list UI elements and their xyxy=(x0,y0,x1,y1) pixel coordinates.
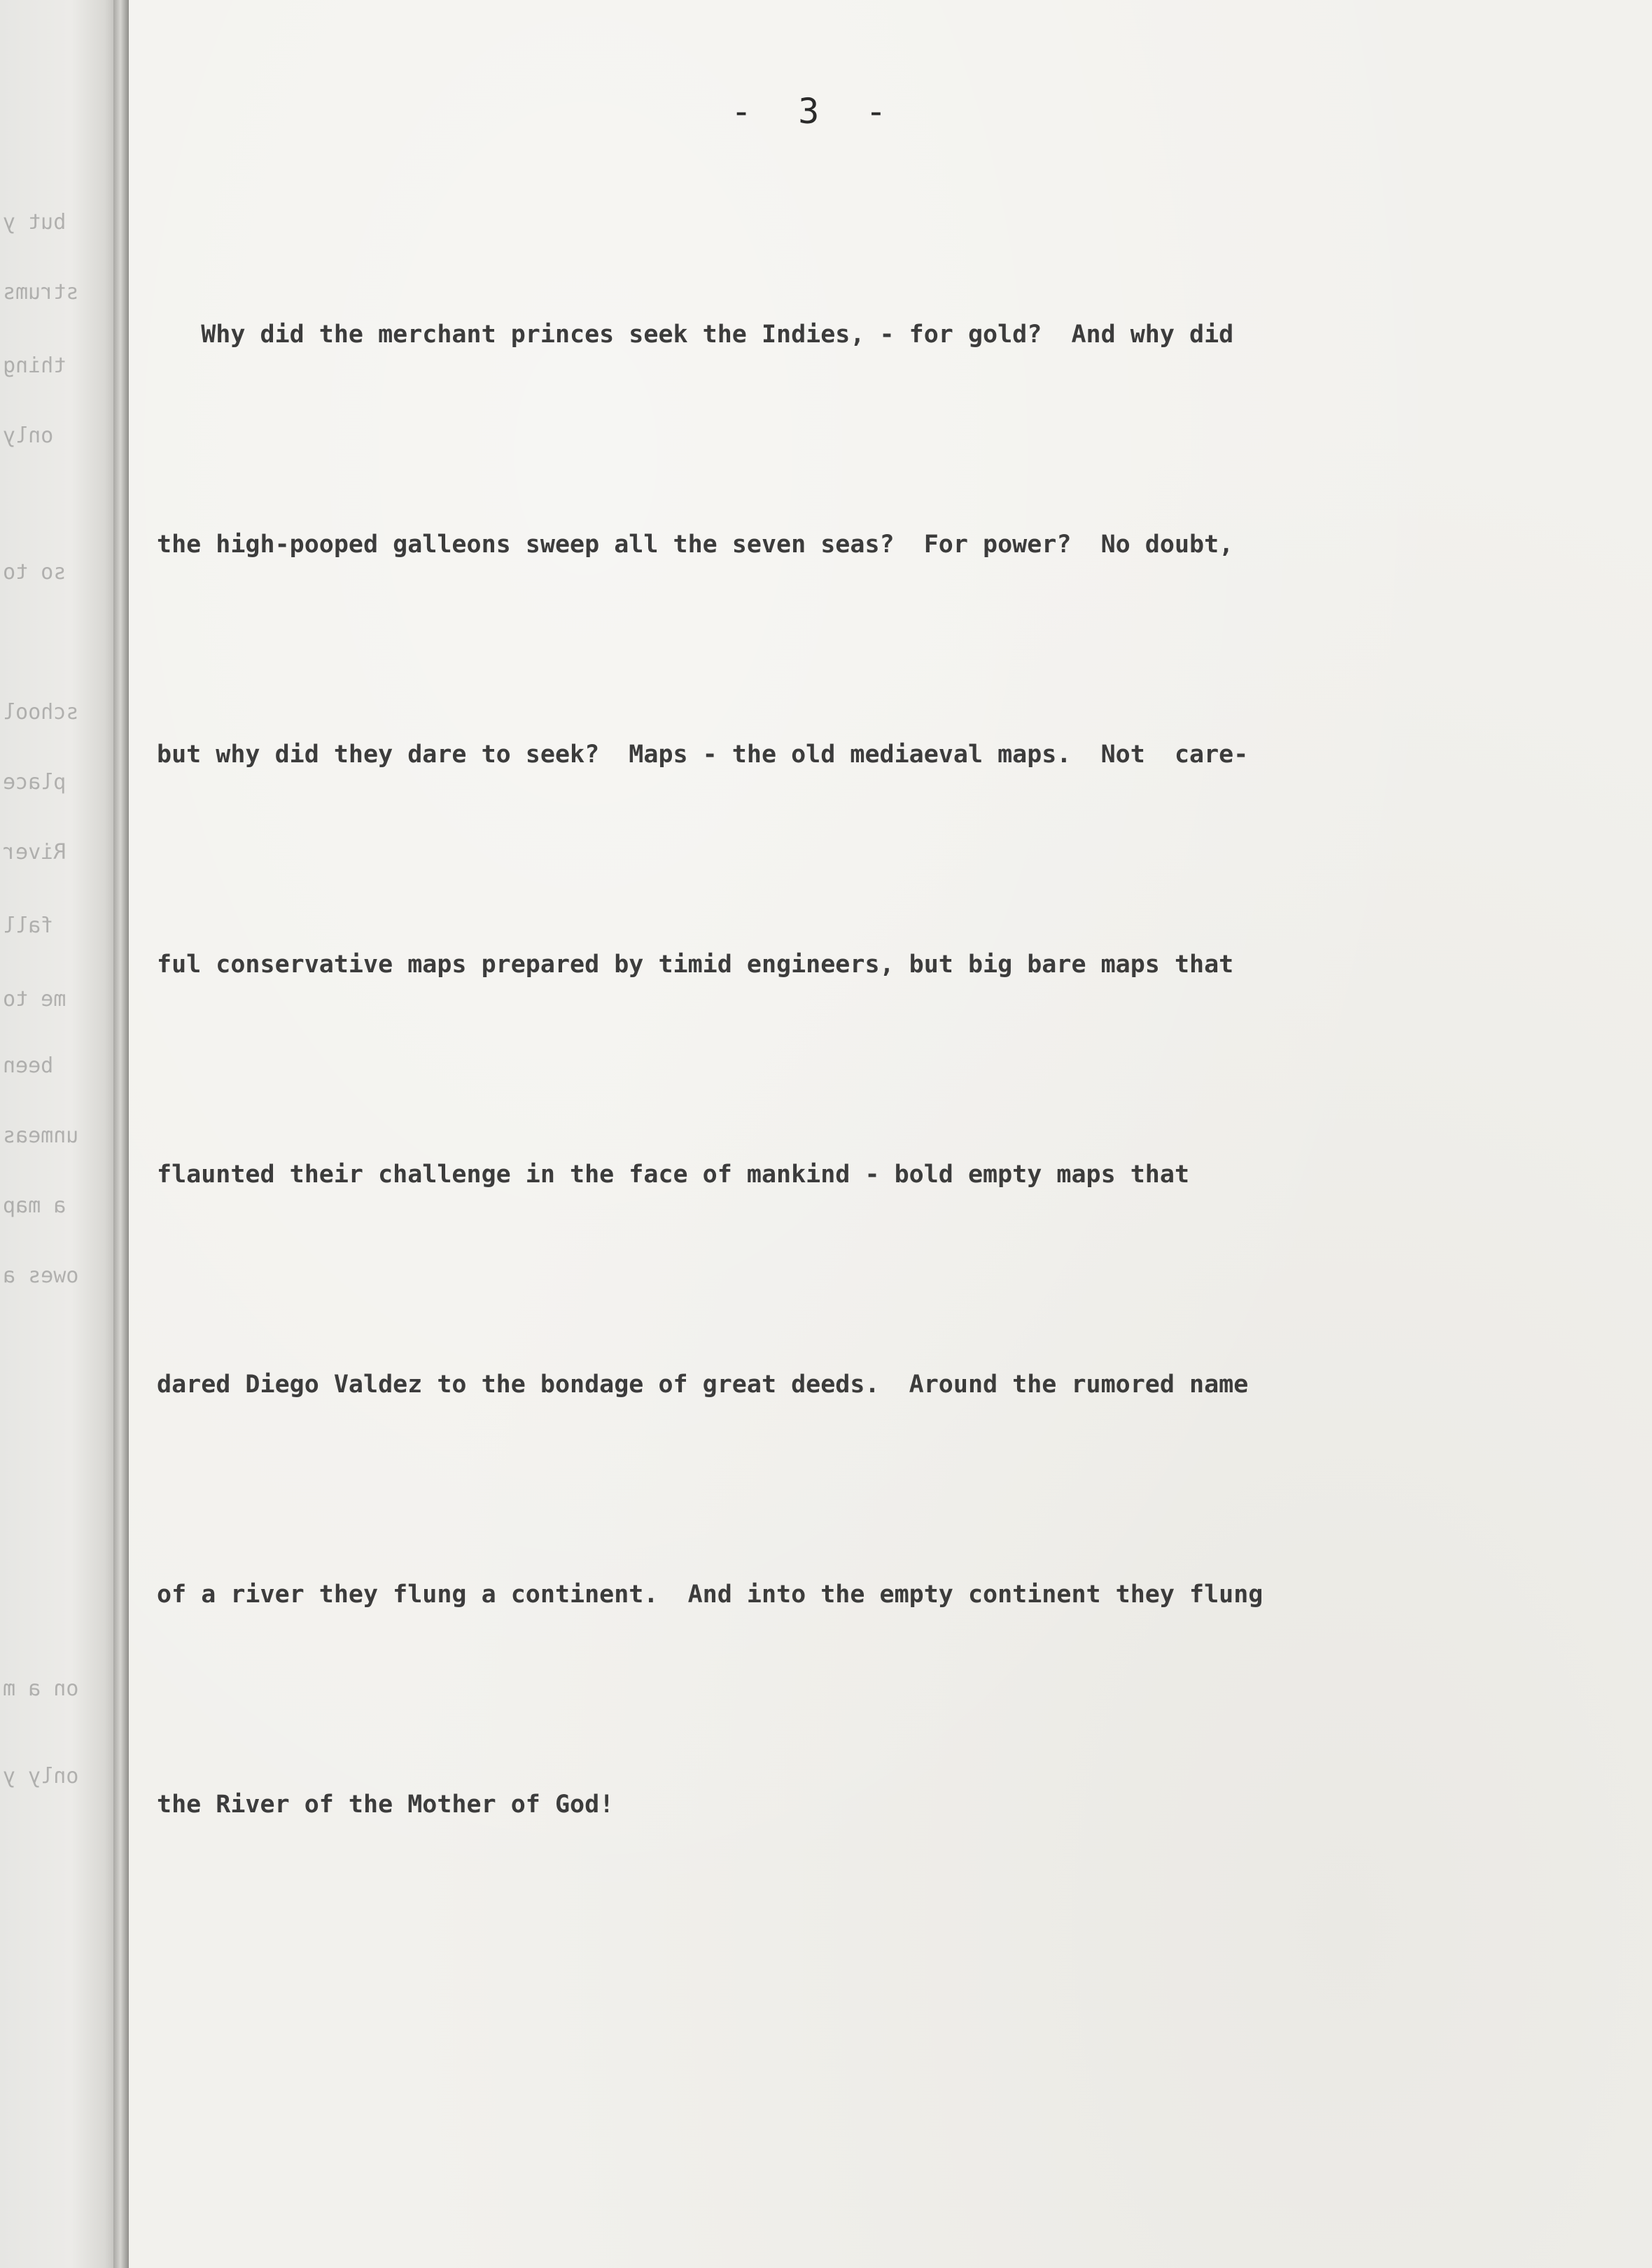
bleed-through-fragment: River xyxy=(3,840,66,864)
text-line: but why did they dare to seek? Maps - the old mediaeval maps. Not care- xyxy=(157,741,1249,769)
bleed-through-fragment: me to xyxy=(3,987,66,1011)
bleed-through-fragment: strums xyxy=(3,280,79,304)
bleed-through-fragment: thing xyxy=(3,354,66,378)
bleed-through-fragment: been xyxy=(3,1054,54,1078)
typed-paragraph xyxy=(157,160,1599,1980)
text-line: the River of the Mother of God! xyxy=(157,1791,615,1819)
text-line: Why did the merchant princes seek the Indies, - for gold? And why did xyxy=(157,321,1234,349)
bleed-through-fragment: school xyxy=(3,700,79,724)
bleed-through-fragment: place xyxy=(3,770,66,794)
binding-gutter xyxy=(113,0,129,2268)
bleed-through-fragment: unmeas xyxy=(3,1124,79,1148)
text-line: dared Diego Valdez to the bondage of great deeds. Around the rumored name xyxy=(157,1371,1249,1399)
text-line: ful conservative maps prepared by timid engineers, but big bare maps that xyxy=(157,951,1234,979)
bleed-through-fragment: owes a xyxy=(3,1264,79,1288)
bleed-through-fragment: but y xyxy=(3,210,66,234)
bleed-through-fragment: on a m xyxy=(3,1676,79,1701)
typewritten-page xyxy=(129,0,1652,2268)
text-line: the high-pooped galleons sweep all the seven seas? For power? No doubt, xyxy=(157,531,1234,559)
text-line: of a river they flung a continent. And into the empty continent they flung xyxy=(157,1581,1264,1609)
previous-page-edge xyxy=(0,0,119,2268)
page-number: - 3 - xyxy=(731,91,899,132)
bleed-through-fragment: fall xyxy=(3,913,54,938)
text-line: flaunted their challenge in the face of mankind - bold empty maps that xyxy=(157,1161,1190,1189)
bleed-through-fragment: only xyxy=(3,424,54,448)
bleed-through-fragment: only y xyxy=(3,1764,79,1788)
bleed-through-fragment: so to xyxy=(3,560,66,584)
bleed-through-fragment: a map xyxy=(3,1194,66,1218)
